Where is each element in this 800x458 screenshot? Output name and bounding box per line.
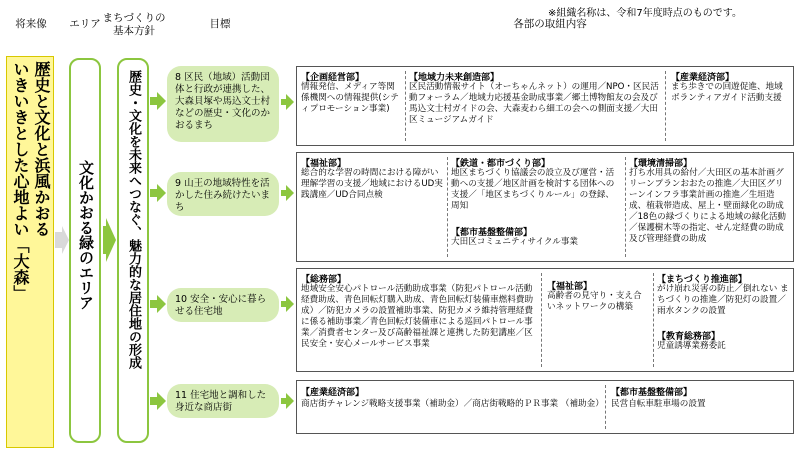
actions-box-goal-8 xyxy=(296,66,794,146)
arrow-policy-to-goal-10 xyxy=(150,295,166,313)
goal-10: 10 安全・安心に暮らせる住宅地 xyxy=(167,288,279,322)
dept-title: 【都市基盤整備部】 xyxy=(611,388,693,398)
arrow-policy-to-goal-11 xyxy=(150,392,166,410)
dept-text: 大田区コミュニティサイクル事業 xyxy=(451,237,579,247)
dept-text: 商店街チャレンジ戦略支援事業（補助金）／商店街戦略的ＰＲ事業 （補助金） xyxy=(301,399,604,409)
header-vision: 将来像 xyxy=(15,18,47,30)
header-actions: 各部の取組内容 xyxy=(513,18,587,30)
divider xyxy=(405,71,406,141)
dept-text: がけ崩れ災害の防止／倒れない まちづくりの推進／防犯灯の設置／雨水タンクの設置 xyxy=(657,284,789,316)
dept-title: 【福祉部】 xyxy=(301,159,347,169)
dept-text: 打ち水用具の給付／大田区の基本計画グリーンプランおおたの推進／大田区グリーンインフラ事業計画の推進／生垣造成、植栽帯造成、屋上・壁面緑化の助成／18色の緑づくりによる地域の緑化活動／保護樹木等の指定、せん定経費の助成及び管理経費の助成 xyxy=(629,168,787,244)
goal-8: 8 区民（地域）活動団体と行政が連携した、大森貝塚や馬込文士村などの歴史・文化のかおるまち xyxy=(167,66,279,142)
arrow-area-to-policy xyxy=(103,218,116,262)
dept-title: 【産業経済部】 xyxy=(671,73,735,83)
arrow-goal-9-to-actions xyxy=(281,185,294,201)
dept-text: 児童誘導業務委託 xyxy=(657,341,726,351)
dept-title: 【福祉部】 xyxy=(547,282,593,292)
dept-title: 【企画経営部】 xyxy=(301,73,365,83)
area-column xyxy=(69,58,101,443)
dept-text: 地区まちづくり協議会の設立及び運営・活動への支援／地区計画を検討する団体への支援／「地区まちづくりルール」の登録、周知 xyxy=(451,168,615,211)
actions-box-goal-10 xyxy=(296,268,794,372)
header-goal: 目標 xyxy=(209,18,231,30)
area-text: 文化かおる緑のエリア xyxy=(77,160,95,310)
vision-line-2: いきいきとした心地よい「大森」 xyxy=(11,61,30,301)
header-area: エリア xyxy=(69,18,101,30)
dept-title: 【まちづくり推進部】 xyxy=(657,275,747,285)
dept-text: 総合的な学習の時間における障がい理解学習の支援／地域におけるUD実践講座／UD合同点検 xyxy=(301,168,443,200)
goal-9: 9 山王の地域特性を活かした住み続けたいまち xyxy=(167,172,279,216)
divider xyxy=(447,157,448,257)
dept-title: 【産業経済部】 xyxy=(301,388,365,398)
organization-name-note: ※組織名称は、令和7年度時点のものです。 xyxy=(548,8,742,19)
policy-column xyxy=(117,58,149,443)
arrow-policy-to-goal-8 xyxy=(150,92,166,110)
dept-title: 【鉄道・都市づくり部】 xyxy=(451,159,551,169)
divider xyxy=(653,273,654,367)
divider xyxy=(605,385,606,429)
dept-text: 情報発信、メディア等関係機関への情報提供(シティプロモーション事業) xyxy=(301,82,399,114)
arrow-goal-10-to-actions xyxy=(281,296,294,312)
dept-title: 【教育総務部】 xyxy=(657,332,721,342)
divider xyxy=(541,273,542,367)
dept-title: 【総務部】 xyxy=(301,275,347,285)
arrow-goal-11-to-actions xyxy=(281,393,294,409)
dept-title: 【都市基盤整備部】 xyxy=(451,228,533,238)
arrow-goal-8-to-actions xyxy=(281,94,294,110)
policy-text: 歴史・文化を未来へつなぐ、魅力的な居住地の形成 xyxy=(126,70,141,369)
goal-11: 11 住宅地と調和した身近な商店街 xyxy=(167,384,279,418)
dept-text: 区民活動情報サイト（オーちゃんネット）の運用／NPO・区民活動フォーラム／地域力応援基金助成事業／郷土博物館友の会及び馬込文士村ガイドの会、大森麦わら細工の会への側面支援／大田区ミュージアムガイド xyxy=(409,82,659,125)
divider xyxy=(625,157,626,257)
dept-text: 高齢者の見守り・支え合いネットワークの構築 xyxy=(547,291,642,312)
dept-text: 民営自転車駐車場の設置 xyxy=(611,399,706,409)
actions-box-goal-11 xyxy=(296,380,794,434)
actions-box-goal-9 xyxy=(296,152,794,262)
header-policy: まちづくりの 基本方針 xyxy=(102,12,166,37)
arrow-vision-to-area xyxy=(55,226,69,254)
vision-line-1: 歴史と文化と浜風かおる xyxy=(32,61,51,237)
dept-text: 地域安全安心パトロール活動助成事業（防犯パトロール活動経費助成、青色回転灯購入助成、青色回転灯装備車燃料費助成）／防犯カメラの設置補助事業、防犯カメラ維持管理経費に係る補助事業／青色回転灯装備車による巡回パトロール事業／消費者センター及び高齢福祉課と連携した防犯講座／区民安全・安心メールサービス事業 xyxy=(301,284,534,349)
arrow-policy-to-goal-9 xyxy=(150,184,166,202)
dept-title: 【地域力未来創造部】 xyxy=(409,73,500,83)
dept-text: まち歩きでの回遊促進、地域ボランティアガイド活動支援 xyxy=(671,82,783,103)
divider xyxy=(665,71,666,141)
dept-title: 【環境清掃部】 xyxy=(629,159,693,169)
